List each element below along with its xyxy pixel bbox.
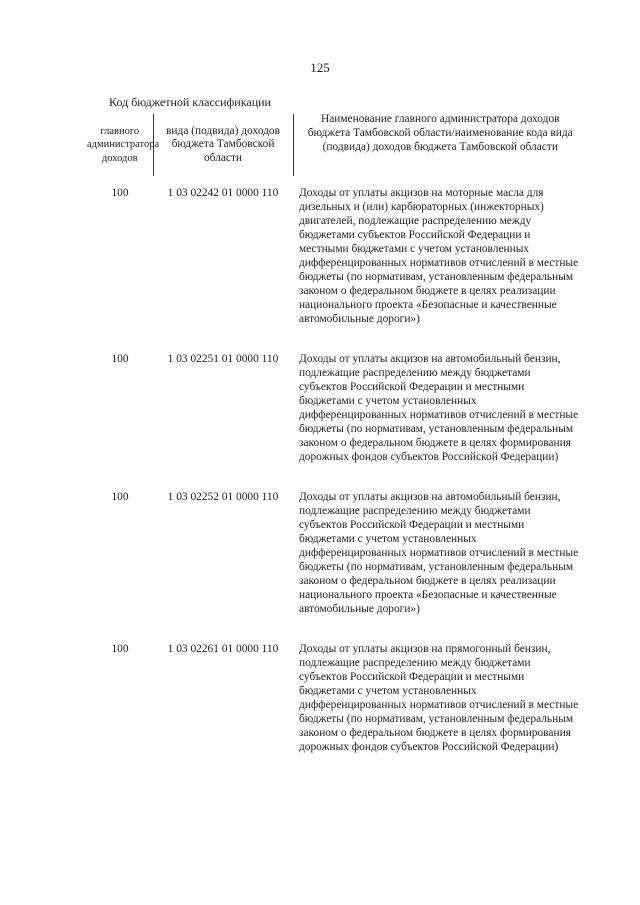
admin-code-cell: 100 (111, 643, 129, 655)
header-budget-classification-code: Код бюджетной классификации (109, 95, 271, 109)
income-name-cell: Доходы от уплаты акцизов на автомобильный бензин, подлежащие распределению между бюджетами субъектов Российской Федерации и местными бюджетами с учетом установленных дифференцированных нормативов отчислений в местные бюджеты (по нормативам, установленным федеральным законом о федеральном бюджете в целях формирования дорожных фондов субъектов Российской Федерации) (299, 353, 579, 463)
admin-code-cell: 100 (111, 353, 129, 365)
budget-classification-table (87, 90, 587, 770)
income-code-cell: 1 03 02251 01 0000 110 (167, 353, 279, 365)
income-code-cell: 1 03 02252 01 0000 110 (167, 491, 279, 503)
income-code-cell: 1 03 02261 01 0000 110 (167, 643, 279, 655)
header-admin-column: главного администратора доходов (87, 114, 153, 176)
table-row (87, 342, 587, 480)
page-number: 125 (310, 60, 330, 75)
income-code-cell: 1 03 02242 01 0000 110 (167, 187, 279, 199)
income-name-cell: Доходы от уплаты акцизов на моторные масла для дизельных и (или) карбюраторных (инжекторных) двигателей, подлежащие распределению между бюджетами субъектов Российской Федерации и местными бюджетами с учетом установленных дифференцированных нормативов отчислений в местные бюджеты (по нормативам, установленным федеральным законом о федеральном бюджете в целях реализации национального проекта «Безопасные и качественные автомобильные дороги») (299, 187, 579, 325)
document-sheet (87, 90, 587, 858)
income-name-cell: Доходы от уплаты акцизов на прямогонный бензин, подлежащие распределению между бюджетами субъектов Российской Федерации и местными бюджетами с учетом установленных дифференцированных нормативов отчислений в местные бюджеты (по нормативам, установленным федеральным законом о федеральном бюджете в целях формирования дорожных фондов субъектов Российской Федерации) (299, 643, 579, 753)
header-name-column: Наименование главного администратора доходов бюджета Тамбовской области/наименование кода вида (подвида) доходов бюджета Тамбовской области (307, 113, 573, 153)
table-row (87, 480, 587, 632)
table-header-row (87, 90, 587, 114)
income-name-cell: Доходы от уплаты акцизов на автомобильный бензин, подлежащие распределению между бюджетами субъектов Российской Федерации и местными бюджетами с учетом установленных дифференцированных нормативов отчислений в местные бюджеты (по нормативам, установленным федеральным законом о федеральном бюджете в целях реализации национального проекта «Безопасные и качественные автомобильные дороги») (299, 491, 579, 615)
header-kind-column: вида (подвида) доходов бюджета Тамбовской области (153, 114, 293, 176)
admin-code-cell: 100 (111, 187, 129, 199)
admin-code-cell: 100 (111, 491, 129, 503)
table-row (87, 632, 587, 770)
table-row (87, 176, 587, 342)
